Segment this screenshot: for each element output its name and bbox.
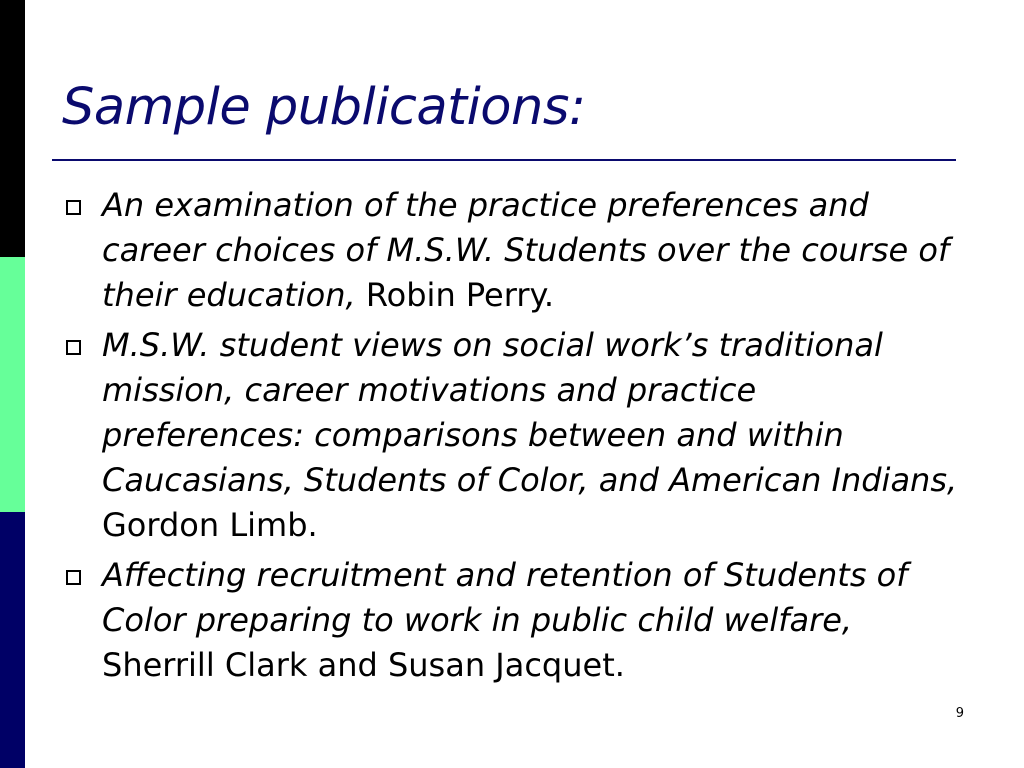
side-bar-navy-segment — [0, 512, 25, 768]
publication-item — [62, 323, 962, 548]
publication-item — [62, 553, 962, 688]
side-color-bar — [0, 0, 25, 768]
slide-number: 9 — [955, 706, 964, 721]
publication-item — [62, 183, 962, 318]
slide-title: Sample publications: — [62, 78, 586, 137]
side-bar-green-segment — [0, 257, 25, 512]
publication-title: M.S.W. student views on social work’s traditional mission, career motivations and practice preferences: comparisons between and within Caucasians, Students of Color, and American Indians, — [102, 326, 958, 499]
side-bar-black-segment — [0, 0, 25, 257]
title-underline — [52, 159, 956, 161]
publication-authors: Gordon Limb. — [102, 506, 318, 544]
hollow-square-bullet-icon — [66, 200, 81, 215]
publication-title: Affecting recruitment and retention of Students of Color preparing to work in public child welfare, — [102, 556, 908, 639]
publication-authors: Robin Perry. — [365, 276, 555, 314]
hollow-square-bullet-icon — [66, 570, 81, 585]
publication-list — [62, 183, 962, 693]
publication-authors: Sherrill Clark and Susan Jacquet. — [102, 646, 625, 684]
publication-title: An examination of the practice preferences and career choices of M.S.W. Students over the course of their education, — [102, 186, 950, 314]
hollow-square-bullet-icon — [66, 340, 81, 355]
